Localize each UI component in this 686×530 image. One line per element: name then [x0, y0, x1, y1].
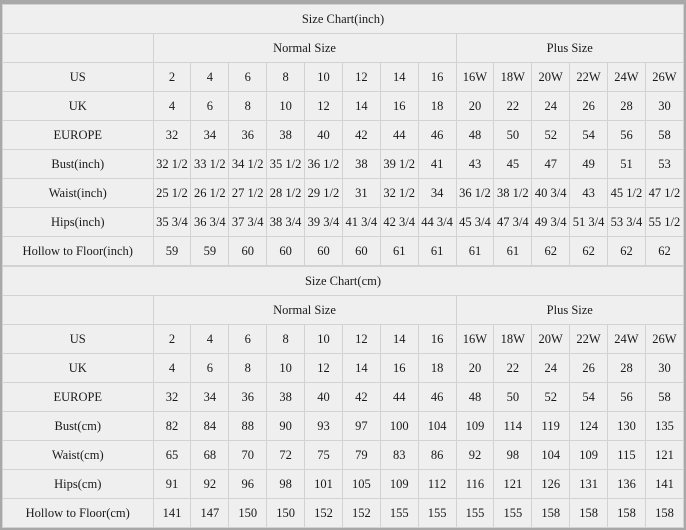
- table-cell: 47 1/2: [645, 179, 683, 208]
- table-cell: 10: [305, 63, 343, 92]
- table-cell: 32 1/2: [153, 150, 191, 179]
- table-cell: 155: [456, 499, 494, 528]
- table-cell: 10: [267, 92, 305, 121]
- table-cell: 62: [570, 237, 608, 266]
- table-cell: 35 1/2: [267, 150, 305, 179]
- inch-row-label: UK: [3, 92, 154, 121]
- table-cell: 72: [267, 441, 305, 470]
- table-cell: 98: [494, 441, 532, 470]
- table-cell: 44: [380, 383, 418, 412]
- table-cell: 4: [191, 63, 229, 92]
- table-cell: 150: [267, 499, 305, 528]
- table-cell: 50: [494, 121, 532, 150]
- inch-row-label: Hollow to Floor(inch): [3, 237, 154, 266]
- table-cell: 105: [342, 470, 380, 499]
- inch-row-label: EUROPE: [3, 121, 154, 150]
- table-cell: 2: [153, 63, 191, 92]
- table-cell: 26W: [645, 325, 683, 354]
- table-cell: 79: [342, 441, 380, 470]
- table-cell: 53: [645, 150, 683, 179]
- table-cell: 32: [153, 383, 191, 412]
- table-cell: 28 1/2: [267, 179, 305, 208]
- table-cell: 44: [380, 121, 418, 150]
- inch-row-label: Hips(inch): [3, 208, 154, 237]
- table-cell: 6: [229, 325, 267, 354]
- table-cell: 38: [267, 383, 305, 412]
- size-chart-inch-body: [3, 5, 684, 266]
- table-cell: 46: [418, 121, 456, 150]
- table-cell: 43: [570, 179, 608, 208]
- table-cell: 115: [608, 441, 646, 470]
- table-cell: 6: [191, 92, 229, 121]
- table-cell: 38 3/4: [267, 208, 305, 237]
- table-cell: 34: [191, 383, 229, 412]
- table-cell: 62: [532, 237, 570, 266]
- table-cell: 112: [418, 470, 456, 499]
- table-cell: 51 3/4: [570, 208, 608, 237]
- table-cell: 32 1/2: [380, 179, 418, 208]
- table-cell: 147: [191, 499, 229, 528]
- table-cell: 32: [153, 121, 191, 150]
- table-cell: 45: [494, 150, 532, 179]
- table-cell: 22: [494, 354, 532, 383]
- table-cell: 47: [532, 150, 570, 179]
- table-row: [3, 354, 684, 383]
- table-cell: 60: [267, 237, 305, 266]
- table-cell: 8: [229, 92, 267, 121]
- table-cell: 22W: [570, 63, 608, 92]
- table-cell: 53 3/4: [608, 208, 646, 237]
- table-cell: 20W: [532, 325, 570, 354]
- table-cell: 155: [418, 499, 456, 528]
- table-cell: 48: [456, 383, 494, 412]
- table-cell: 24W: [608, 325, 646, 354]
- table-cell: 155: [494, 499, 532, 528]
- table-cell: 2: [153, 325, 191, 354]
- table-row: [3, 150, 684, 179]
- table-cell: 86: [418, 441, 456, 470]
- table-cell: 36: [229, 121, 267, 150]
- table-cell: 158: [570, 499, 608, 528]
- table-cell: 45 3/4: [456, 208, 494, 237]
- inch-row-label: Bust(inch): [3, 150, 154, 179]
- table-cell: 16: [380, 92, 418, 121]
- table-cell: 126: [532, 470, 570, 499]
- table-cell: 18W: [494, 325, 532, 354]
- table-cell: 35 3/4: [153, 208, 191, 237]
- table-row: [3, 441, 684, 470]
- table-cell: 49 3/4: [532, 208, 570, 237]
- table-cell: 93: [305, 412, 343, 441]
- inch-title-row: [3, 5, 684, 34]
- table-cell: 47 3/4: [494, 208, 532, 237]
- table-cell: 36 3/4: [191, 208, 229, 237]
- table-cell: 24: [532, 92, 570, 121]
- table-cell: 14: [380, 325, 418, 354]
- table-cell: 4: [191, 325, 229, 354]
- table-row: [3, 412, 684, 441]
- table-cell: 37 3/4: [229, 208, 267, 237]
- table-cell: 84: [191, 412, 229, 441]
- cm-row-label: EUROPE: [3, 383, 154, 412]
- size-chart-cm-table: [2, 266, 684, 528]
- table-cell: 68: [191, 441, 229, 470]
- table-cell: 33 1/2: [191, 150, 229, 179]
- table-cell: 50: [494, 383, 532, 412]
- table-cell: 58: [645, 121, 683, 150]
- table-row: [3, 208, 684, 237]
- table-cell: 62: [608, 237, 646, 266]
- table-cell: 26 1/2: [191, 179, 229, 208]
- table-cell: 59: [153, 237, 191, 266]
- inch-row-label: Waist(inch): [3, 179, 154, 208]
- inch-group-blank: [3, 34, 154, 63]
- table-cell: 90: [267, 412, 305, 441]
- table-cell: 44 3/4: [418, 208, 456, 237]
- table-cell: 8: [229, 354, 267, 383]
- table-cell: 22W: [570, 325, 608, 354]
- table-cell: 14: [342, 92, 380, 121]
- cm-title-row: [3, 267, 684, 296]
- table-row: [3, 499, 684, 528]
- table-cell: 124: [570, 412, 608, 441]
- table-cell: 152: [305, 499, 343, 528]
- table-cell: 141: [645, 470, 683, 499]
- table-cell: 48: [456, 121, 494, 150]
- table-cell: 70: [229, 441, 267, 470]
- cm-row-label: Hollow to Floor(cm): [3, 499, 154, 528]
- table-cell: 92: [191, 470, 229, 499]
- cm-group-row: [3, 296, 684, 325]
- table-cell: 6: [191, 354, 229, 383]
- table-row: [3, 325, 684, 354]
- table-cell: 12: [305, 92, 343, 121]
- table-cell: 16: [380, 354, 418, 383]
- table-cell: 131: [570, 470, 608, 499]
- table-cell: 152: [342, 499, 380, 528]
- table-row: [3, 237, 684, 266]
- table-cell: 38: [342, 150, 380, 179]
- table-row: [3, 92, 684, 121]
- table-cell: 36 1/2: [456, 179, 494, 208]
- table-cell: 158: [532, 499, 570, 528]
- table-cell: 14: [342, 354, 380, 383]
- table-cell: 30: [645, 354, 683, 383]
- table-cell: 109: [380, 470, 418, 499]
- table-cell: 46: [418, 383, 456, 412]
- table-cell: 39 3/4: [305, 208, 343, 237]
- table-cell: 82: [153, 412, 191, 441]
- table-cell: 61: [418, 237, 456, 266]
- table-cell: 60: [229, 237, 267, 266]
- cm-row-label: UK: [3, 354, 154, 383]
- inch-title: Size Chart(inch): [3, 5, 684, 34]
- table-cell: 34 1/2: [229, 150, 267, 179]
- table-cell: 60: [305, 237, 343, 266]
- inch-row-label: US: [3, 63, 154, 92]
- table-cell: 119: [532, 412, 570, 441]
- cm-title: Size Chart(cm): [3, 267, 684, 296]
- table-cell: 16W: [456, 63, 494, 92]
- table-cell: 34: [191, 121, 229, 150]
- table-cell: 36 1/2: [305, 150, 343, 179]
- table-cell: 26: [570, 354, 608, 383]
- cm-group-2: Plus Size: [456, 296, 684, 325]
- inch-group-2: Plus Size: [456, 34, 683, 63]
- cm-row-label: US: [3, 325, 154, 354]
- table-cell: 26: [570, 92, 608, 121]
- cm-row-label: Hips(cm): [3, 470, 154, 499]
- table-cell: 135: [645, 412, 683, 441]
- table-cell: 40 3/4: [532, 179, 570, 208]
- table-row: [3, 383, 684, 412]
- table-cell: 104: [532, 441, 570, 470]
- table-cell: 30: [645, 92, 683, 121]
- table-cell: 100: [380, 412, 418, 441]
- table-row: [3, 63, 684, 92]
- table-cell: 54: [570, 383, 608, 412]
- table-cell: 83: [380, 441, 418, 470]
- table-cell: 96: [229, 470, 267, 499]
- table-cell: 42: [342, 383, 380, 412]
- table-cell: 104: [418, 412, 456, 441]
- cm-row-label: Bust(cm): [3, 412, 154, 441]
- table-cell: 65: [153, 441, 191, 470]
- table-cell: 22: [494, 92, 532, 121]
- table-cell: 130: [608, 412, 646, 441]
- table-cell: 62: [645, 237, 683, 266]
- table-cell: 16: [418, 325, 456, 354]
- table-cell: 43: [456, 150, 494, 179]
- table-cell: 8: [267, 63, 305, 92]
- table-cell: 109: [570, 441, 608, 470]
- size-chart-cm: [2, 266, 684, 528]
- table-cell: 34: [418, 179, 456, 208]
- table-cell: 42 3/4: [380, 208, 418, 237]
- table-cell: 88: [229, 412, 267, 441]
- table-cell: 4: [153, 354, 191, 383]
- table-cell: 12: [305, 354, 343, 383]
- table-cell: 42: [342, 121, 380, 150]
- table-row: [3, 470, 684, 499]
- table-cell: 101: [305, 470, 343, 499]
- table-cell: 18: [418, 92, 456, 121]
- table-cell: 12: [342, 325, 380, 354]
- table-cell: 20: [456, 354, 494, 383]
- table-row: [3, 179, 684, 208]
- table-cell: 18: [418, 354, 456, 383]
- table-cell: 31: [342, 179, 380, 208]
- table-cell: 97: [342, 412, 380, 441]
- table-cell: 109: [456, 412, 494, 441]
- size-chart-inch: [2, 4, 684, 266]
- table-cell: 60: [342, 237, 380, 266]
- cm-group-1: Normal Size: [153, 296, 456, 325]
- table-cell: 114: [494, 412, 532, 441]
- table-cell: 158: [645, 499, 683, 528]
- table-cell: 6: [229, 63, 267, 92]
- table-cell: 92: [456, 441, 494, 470]
- table-cell: 8: [267, 325, 305, 354]
- table-cell: 121: [494, 470, 532, 499]
- table-cell: 38 1/2: [494, 179, 532, 208]
- table-cell: 58: [645, 383, 683, 412]
- table-cell: 59: [191, 237, 229, 266]
- table-cell: 14: [380, 63, 418, 92]
- table-cell: 29 1/2: [305, 179, 343, 208]
- table-cell: 52: [532, 383, 570, 412]
- table-cell: 36: [229, 383, 267, 412]
- table-cell: 41 3/4: [342, 208, 380, 237]
- table-cell: 4: [153, 92, 191, 121]
- table-cell: 136: [608, 470, 646, 499]
- table-cell: 141: [153, 499, 191, 528]
- table-cell: 10: [305, 325, 343, 354]
- table-cell: 150: [229, 499, 267, 528]
- table-cell: 40: [305, 383, 343, 412]
- table-cell: 55 1/2: [645, 208, 683, 237]
- table-cell: 45 1/2: [608, 179, 646, 208]
- table-cell: 56: [608, 121, 646, 150]
- cm-group-blank: [3, 296, 154, 325]
- table-cell: 39 1/2: [380, 150, 418, 179]
- table-cell: 49: [570, 150, 608, 179]
- table-cell: 20: [456, 92, 494, 121]
- table-cell: 16: [418, 63, 456, 92]
- inch-group-1: Normal Size: [153, 34, 456, 63]
- table-cell: 38: [267, 121, 305, 150]
- table-cell: 16W: [456, 325, 494, 354]
- table-cell: 27 1/2: [229, 179, 267, 208]
- table-cell: 24: [532, 354, 570, 383]
- table-cell: 121: [645, 441, 683, 470]
- table-cell: 158: [608, 499, 646, 528]
- table-cell: 54: [570, 121, 608, 150]
- table-cell: 28: [608, 92, 646, 121]
- table-cell: 56: [608, 383, 646, 412]
- table-cell: 98: [267, 470, 305, 499]
- table-cell: 18W: [494, 63, 532, 92]
- table-cell: 51: [608, 150, 646, 179]
- table-cell: 116: [456, 470, 494, 499]
- table-cell: 52: [532, 121, 570, 150]
- table-cell: 61: [380, 237, 418, 266]
- size-chart-cm-body: [3, 267, 684, 528]
- table-cell: 41: [418, 150, 456, 179]
- inch-group-row: [3, 34, 684, 63]
- table-cell: 61: [456, 237, 494, 266]
- table-cell: 40: [305, 121, 343, 150]
- table-cell: 24W: [608, 63, 646, 92]
- table-row: [3, 121, 684, 150]
- table-cell: 155: [380, 499, 418, 528]
- table-cell: 28: [608, 354, 646, 383]
- size-chart-inch-table: [2, 4, 684, 266]
- table-cell: 61: [494, 237, 532, 266]
- cm-row-label: Waist(cm): [3, 441, 154, 470]
- table-cell: 25 1/2: [153, 179, 191, 208]
- table-cell: 91: [153, 470, 191, 499]
- table-cell: 10: [267, 354, 305, 383]
- table-cell: 12: [342, 63, 380, 92]
- table-cell: 75: [305, 441, 343, 470]
- table-cell: 26W: [645, 63, 683, 92]
- table-cell: 20W: [532, 63, 570, 92]
